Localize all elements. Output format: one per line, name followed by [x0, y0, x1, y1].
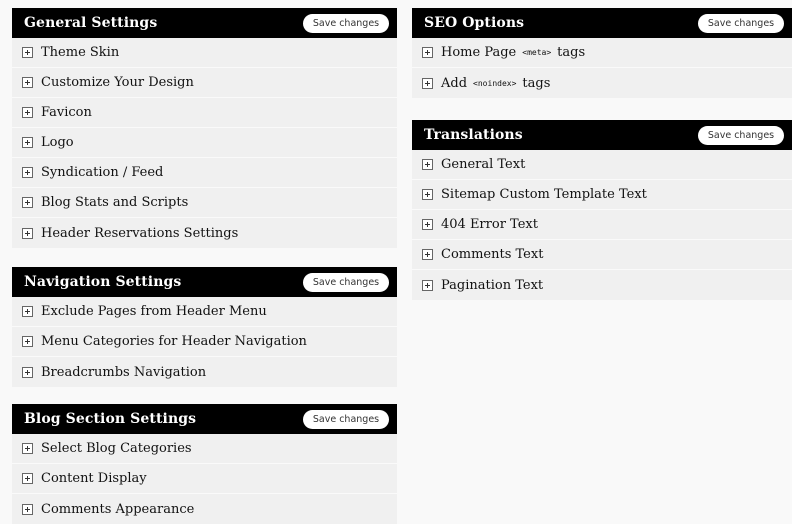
plus-icon[interactable]	[22, 306, 33, 317]
item-label: Comments Appearance	[41, 501, 195, 517]
plus-icon[interactable]	[22, 137, 33, 148]
seo-options-panel	[412, 8, 792, 98]
panel-title: Navigation Settings	[24, 274, 182, 290]
item-label: Exclude Pages from Header Menu	[41, 304, 267, 319]
panel-title: Blog Section Settings	[24, 411, 197, 427]
item-label: Add	[441, 75, 468, 91]
settings-item-theme-skin[interactable]	[12, 38, 397, 68]
item-label: Blog Stats and Scripts	[41, 195, 189, 210]
settings-item-select-blog-categories[interactable]	[12, 434, 397, 464]
save-changes-button[interactable]: Save changes	[698, 14, 784, 33]
item-label: Menu Categories for Header Navigation	[41, 334, 307, 349]
plus-icon[interactable]	[22, 167, 33, 178]
code-snippet: <noindex>	[473, 78, 517, 88]
settings-item-404-error-text[interactable]	[412, 210, 792, 240]
general-settings-header	[12, 8, 397, 38]
plus-icon[interactable]	[22, 504, 33, 515]
settings-item-add-noindex-tags[interactable]	[412, 68, 792, 98]
plus-icon[interactable]	[22, 228, 33, 239]
panel-title: SEO Options	[424, 15, 525, 31]
settings-item-blog-stats-scripts[interactable]	[12, 188, 397, 218]
plus-icon[interactable]	[422, 219, 433, 230]
item-label: Syndication / Feed	[41, 165, 164, 180]
item-label: Breadcrumbs Navigation	[41, 364, 207, 380]
code-snippet: <meta>	[522, 48, 552, 57]
item-label: Home Page	[441, 45, 517, 60]
navigation-settings-header	[12, 267, 397, 297]
plus-icon[interactable]	[22, 443, 33, 454]
settings-item-syndication-feed[interactable]	[12, 158, 397, 188]
plus-icon[interactable]	[22, 473, 33, 484]
item-label: Theme Skin	[41, 45, 120, 60]
blog-section-settings-panel	[12, 404, 397, 524]
settings-item-exclude-pages[interactable]	[12, 297, 397, 327]
settings-item-menu-categories[interactable]	[12, 327, 397, 357]
settings-item-pagination-text[interactable]	[412, 270, 792, 300]
item-label: 404 Error Text	[441, 217, 538, 232]
plus-icon[interactable]	[22, 47, 33, 58]
settings-item-comments-text[interactable]	[412, 240, 792, 270]
general-settings-panel	[12, 8, 397, 248]
plus-icon[interactable]	[22, 197, 33, 208]
item-label: Content Display	[41, 471, 147, 486]
panel-title: Translations	[424, 127, 523, 143]
item-label: Logo	[41, 135, 74, 150]
save-changes-button[interactable]: Save changes	[698, 126, 784, 145]
settings-item-comments-appearance[interactable]	[12, 494, 397, 524]
save-changes-button[interactable]: Save changes	[303, 410, 389, 429]
plus-icon[interactable]	[422, 47, 433, 58]
settings-item-general-text[interactable]	[412, 150, 792, 180]
settings-item-header-reservations[interactable]	[12, 218, 397, 248]
plus-icon[interactable]	[422, 159, 433, 170]
item-label: Comments Text	[441, 247, 544, 262]
settings-item-sitemap-template-text[interactable]	[412, 180, 792, 210]
item-label: General Text	[441, 157, 526, 172]
item-label-suffix: tags	[522, 75, 551, 91]
item-label: Customize Your Design	[41, 75, 194, 90]
plus-icon[interactable]	[422, 78, 433, 89]
settings-item-breadcrumbs[interactable]	[12, 357, 397, 387]
save-changes-button[interactable]: Save changes	[303, 273, 389, 292]
plus-icon[interactable]	[422, 280, 433, 291]
item-label-suffix: tags	[557, 45, 586, 60]
navigation-settings-panel	[12, 267, 397, 387]
seo-options-header	[412, 8, 792, 38]
item-label: Pagination Text	[441, 277, 544, 293]
panel-title: General Settings	[24, 15, 158, 31]
plus-icon[interactable]	[422, 189, 433, 200]
settings-item-customize-design[interactable]	[12, 68, 397, 98]
settings-item-home-page-meta-tags[interactable]	[412, 38, 792, 68]
settings-item-favicon[interactable]	[12, 98, 397, 128]
item-label: Sitemap Custom Template Text	[441, 187, 647, 202]
translations-header	[412, 120, 792, 150]
item-label: Select Blog Categories	[41, 441, 192, 456]
plus-icon[interactable]	[22, 336, 33, 347]
translations-panel	[412, 120, 792, 300]
plus-icon[interactable]	[22, 367, 33, 378]
plus-icon[interactable]	[422, 249, 433, 260]
blog-section-settings-header	[12, 404, 397, 434]
item-label: Header Reservations Settings	[41, 225, 239, 241]
plus-icon[interactable]	[22, 107, 33, 118]
save-changes-button[interactable]: Save changes	[303, 14, 389, 33]
settings-item-logo[interactable]	[12, 128, 397, 158]
item-label: Favicon	[41, 105, 92, 120]
plus-icon[interactable]	[22, 77, 33, 88]
settings-item-content-display[interactable]	[12, 464, 397, 494]
